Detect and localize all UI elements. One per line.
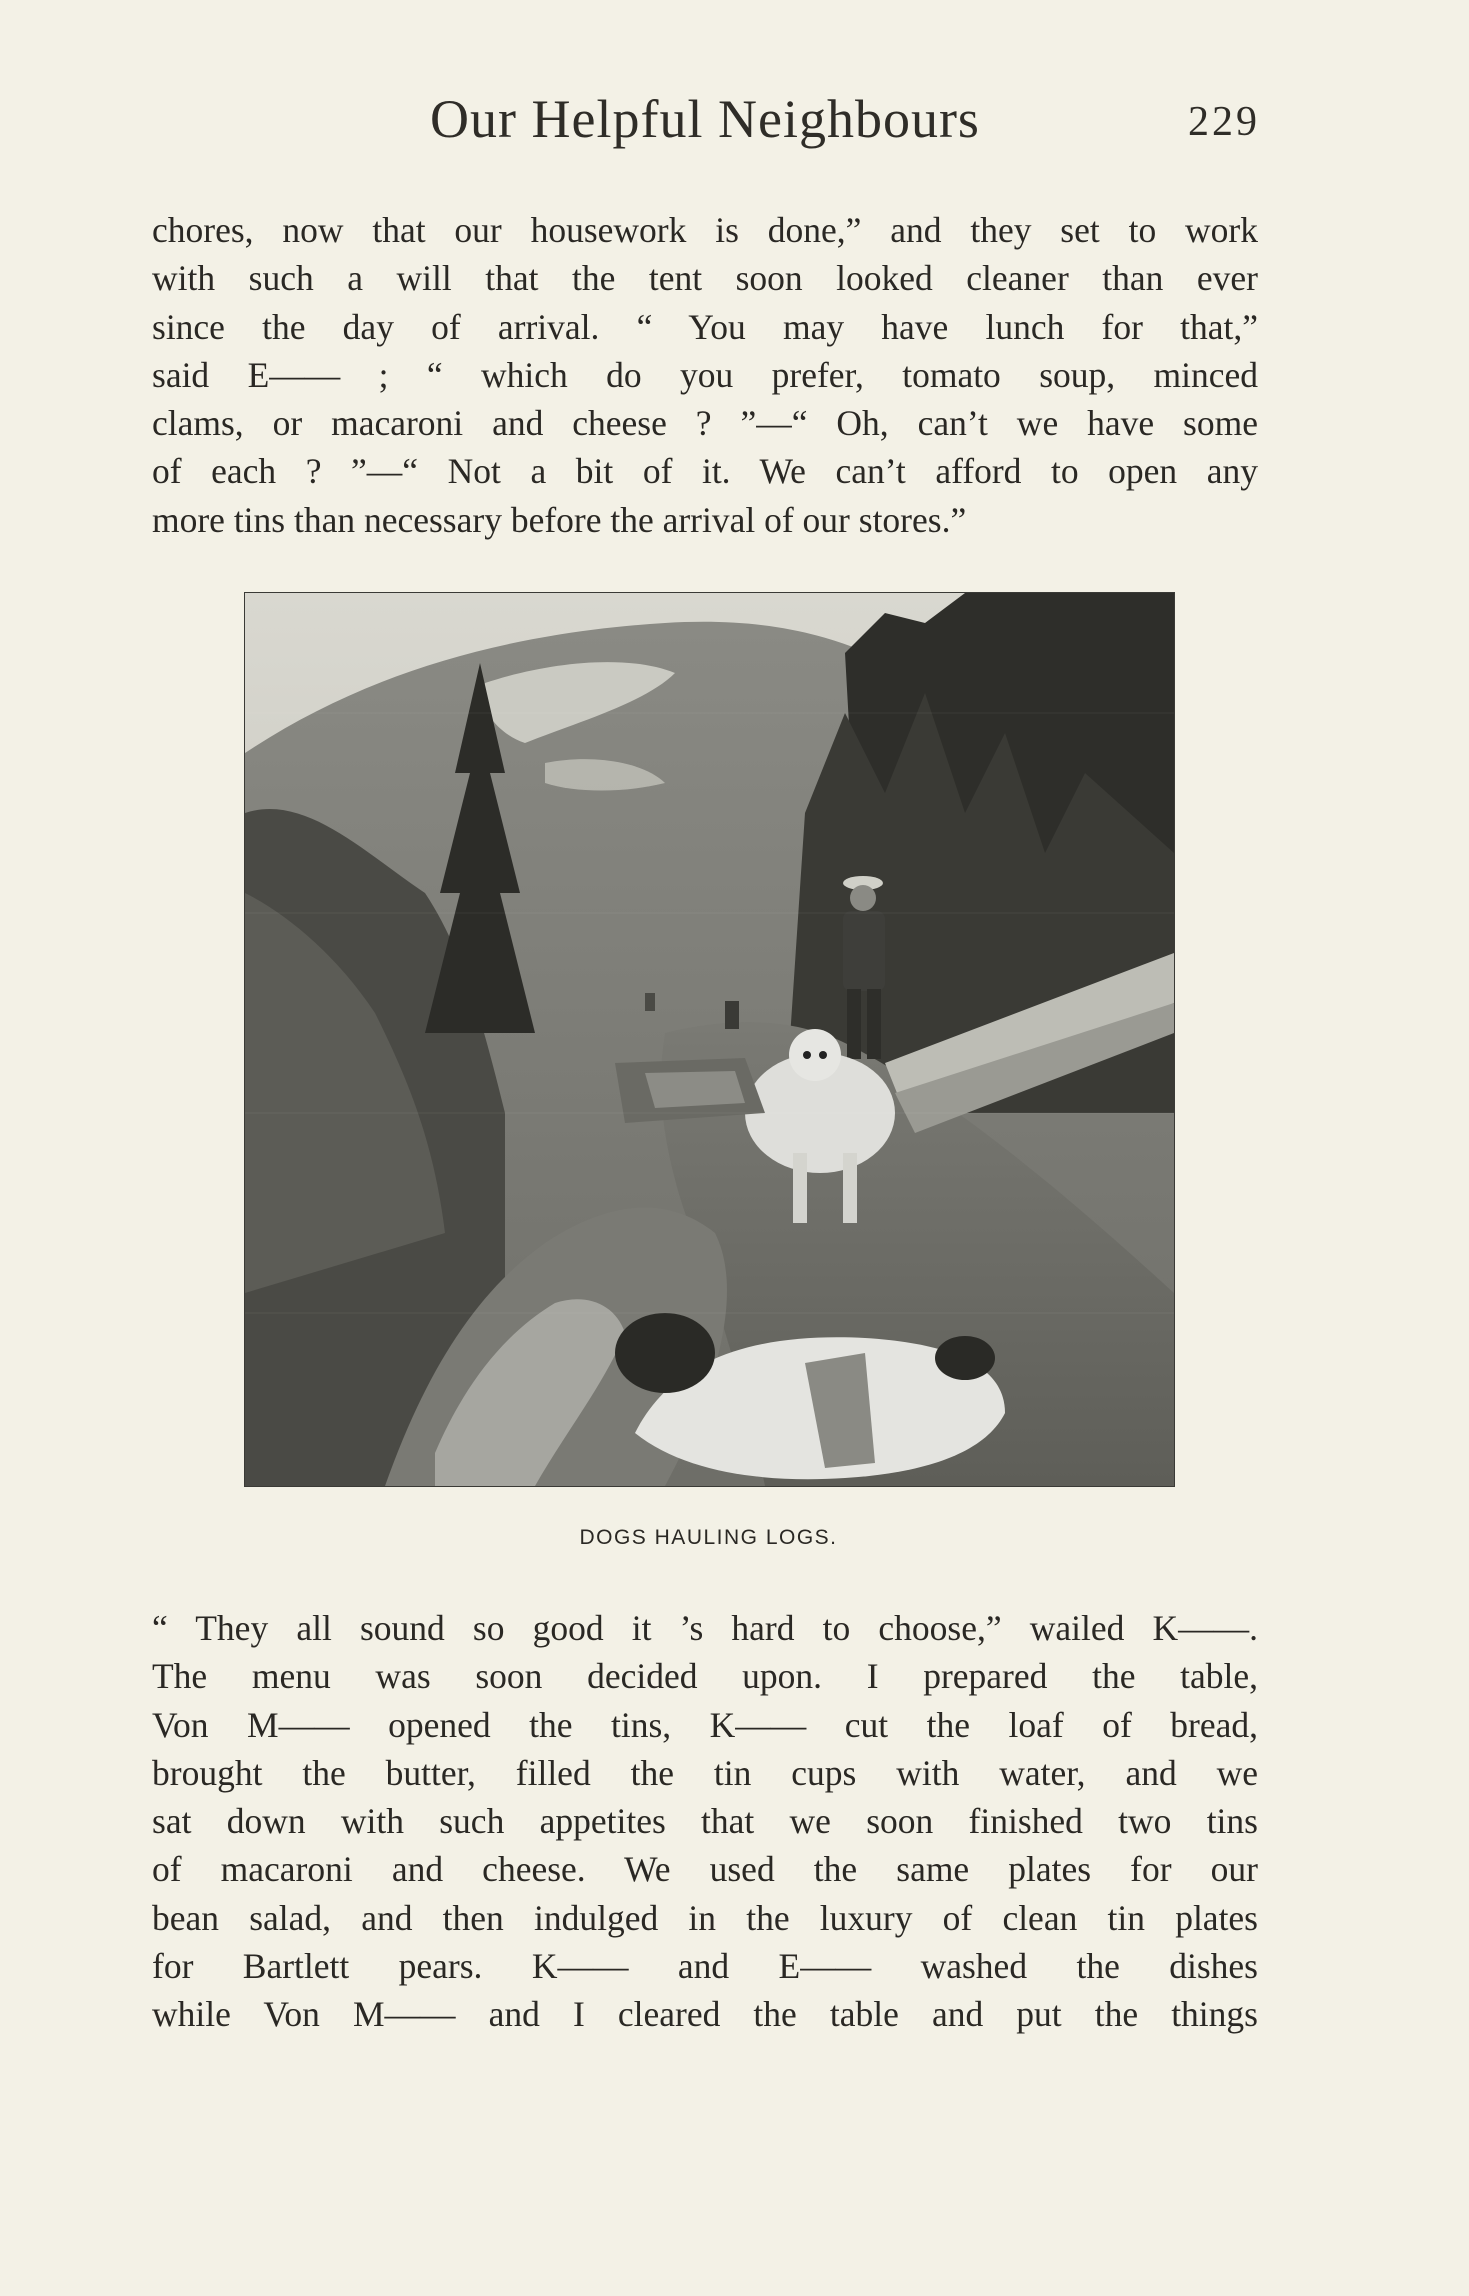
photograph-image <box>245 593 1174 1486</box>
page-number: 229 <box>1188 99 1260 145</box>
text-line: Von M—— opened the tins, K—— cut the loaf of bread, <box>152 1704 1258 1745</box>
paragraph-top <box>152 206 1258 544</box>
text-line: chores, now that our housework is done,” and they set to work <box>152 210 1258 250</box>
text-line: of macaroni and cheese. We used the same plates for our <box>152 1849 1258 1890</box>
photograph-dogs-hauling-logs <box>244 592 1175 1487</box>
text-line: of each ? ”—“ Not a bit of it. We can’t afford to open any <box>152 451 1258 492</box>
text-line: since the day of arrival. “ You may have lunch for that,” <box>152 306 1258 347</box>
running-head <box>150 88 1260 168</box>
paragraph-bottom <box>152 1604 1258 2039</box>
text-line: The menu was soon decided upon. I prepared the table, <box>152 1656 1258 1697</box>
text-line: clams, or macaroni and cheese ? ”—“ Oh, can’t we have some <box>152 403 1258 444</box>
text-line: more tins than necessary before the arrival of our stores.” <box>152 499 967 540</box>
text-line: for Bartlett pears. K—— and E—— washed the dishes <box>152 1946 1258 1987</box>
text-line: bean salad, and then indulged in the luxury of clean tin plates <box>152 1897 1258 1938</box>
running-title: Our Helpful Neighbours <box>430 89 980 149</box>
text-line: while Von M—— and I cleared the table and put the things <box>152 1994 1258 2035</box>
text-line: brought the butter, filled the tin cups with water, and we <box>152 1752 1258 1793</box>
text-line: “ They all sound so good it ’s hard to choose,” wailed K——. <box>152 1608 1258 1648</box>
figure-caption: DOGS HAULING LOGS. <box>579 1526 838 1549</box>
text-line: sat down with such appetites that we soon finished two tins <box>152 1801 1258 1842</box>
text-line: said E—— ; “ which do you prefer, tomato soup, minced <box>152 354 1258 395</box>
text-line: with such a will that the tent soon looked cleaner than ever <box>152 258 1258 299</box>
